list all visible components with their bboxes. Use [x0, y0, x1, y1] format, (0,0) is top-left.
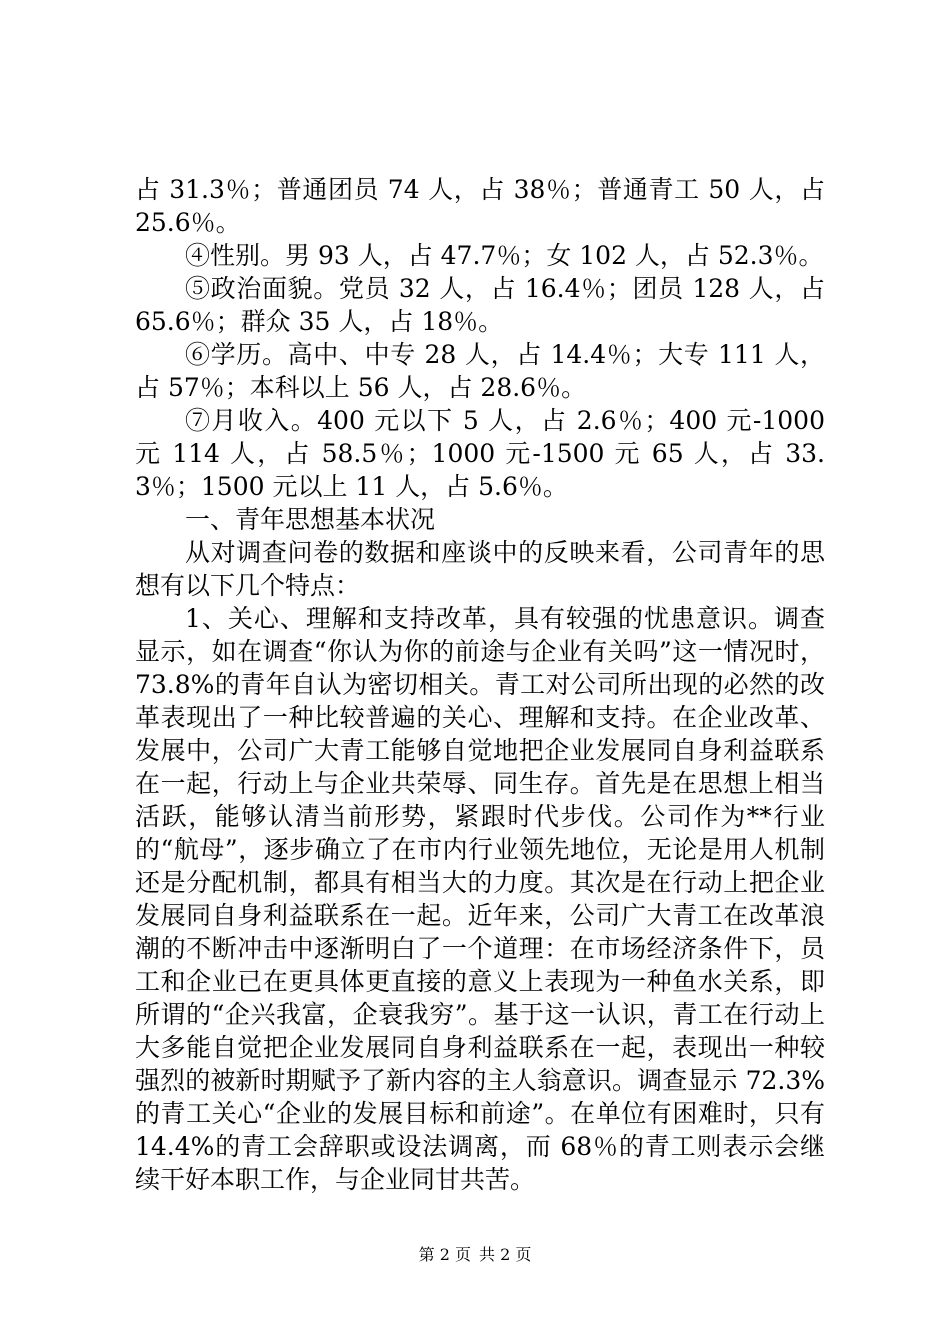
page-number: 第 2 页	[418, 1245, 471, 1264]
page-total: 共 2 页	[479, 1245, 532, 1264]
paragraph-education: ⑥学历。高中、中专 28 人，占 14.4％；大专 111 人，占 57％；本科以上 56 人，占 28.6％。	[135, 340, 825, 402]
document-body	[135, 173, 825, 1196]
paragraph-monthly-income: ⑦月收入。400 元以下 5 人，占 2.6％；400 元-1000 元 114 人，占 58.5％；1000 元-1500 元 65 人，占 33.3％；1500 元以上 11 人，占 5.6％。	[135, 406, 825, 501]
paragraph-political-status: ⑤政治面貌。党员 32 人，占 16.4％；团员 128 人，占 65.6％；群众 35 人，占 18％。	[135, 274, 825, 336]
paragraph-gender: ④性别。男 93 人，占 47.7％；女 102 人，占 52.3％。	[185, 241, 824, 270]
paragraph-point-1: 1、关心、理解和支持改革，具有较强的忧患意识。调查显示，如在调查“你认为你的前途与企业有关吗”这一情况时，73.8%的青年自认为密切相关。青工对公司所出现的必然的改革表现出了一种比较普遍的关心、理解和支持。在企业改革、发展中，公司广大青工能够自觉地把企业发展同自身利益联系在一起，行动上与企业共荣辱、同生存。首先是在思想上相当活跃，能够认清当前形势，紧跟时代步伐。公司作为**行业的“航母”，逐步确立了在市内行业领先地位，无论是用人机制还是分配机制，都具有相当大的力度。其次是在行动上把企业发展同自身利益联系在一起。近年来，公司广大青工在改革浪潮的不断冲击中逐渐明白了一个道理：在市场经济条件下，员工和企业已在更具体更直接的意义上表现为一种鱼水关系，即所谓的“企兴我富，企衰我穷”。基于这一认识，青工在行动上大多能自觉把企业发展同自身利益联系在一起，表现出一种较强烈的被新时期赋予了新内容的主人翁意识。调查显示 72.3%的青工关心“企业的发展目标和前途”。在单位有困难时，只有 14.4%的青工会辞职或设法调离，而 68％的青工则表示会继续干好本职工作，与企业同甘共苦。	[135, 604, 825, 1194]
page-footer	[0, 1244, 950, 1266]
paragraph-intro: 从对调查问卷的数据和座谈中的反映来看，公司青年的思想有以下几个特点：	[135, 538, 825, 600]
paragraph-membership-continued: 占 31.3％；普通团员 74 人，占 38％；普通青工 50 人，占 25.6％。	[135, 175, 825, 237]
section-heading: 一、青年思想基本状况	[185, 505, 436, 534]
